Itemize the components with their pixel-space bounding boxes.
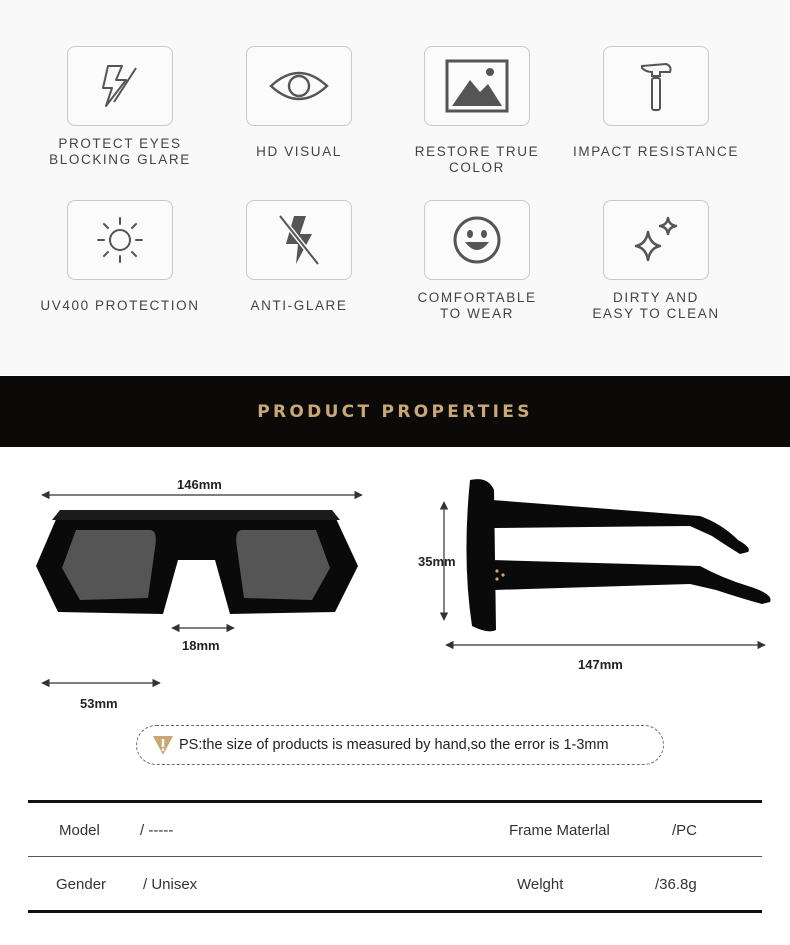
eye-icon bbox=[267, 66, 331, 106]
spec-value-model: / ----- bbox=[140, 822, 174, 839]
spec-label-weight: Welght bbox=[517, 876, 564, 893]
product-properties-banner bbox=[0, 376, 790, 447]
sun-icon bbox=[94, 214, 146, 266]
spec-label-model: Model bbox=[59, 822, 100, 839]
feature-protect-eyes bbox=[30, 46, 210, 168]
feature-icon-box bbox=[67, 200, 173, 280]
glasses-front-view bbox=[36, 510, 358, 614]
feature-icon-box bbox=[246, 46, 352, 126]
spec-label-frame-material: Frame Materlal bbox=[509, 822, 610, 839]
feature-anti-glare bbox=[209, 200, 389, 314]
spec-label-gender: Gender bbox=[56, 876, 107, 893]
features-section bbox=[0, 0, 790, 375]
feature-icon-box bbox=[424, 46, 530, 126]
feature-restore-color bbox=[387, 46, 567, 176]
feature-label: PROTECT EYES BLOCKING GLARE bbox=[49, 136, 191, 167]
hammer-icon bbox=[636, 56, 676, 116]
feature-label: DIRTY AND EASY TO CLEAN bbox=[592, 290, 720, 321]
feature-label: COMFORTABLE TO WEAR bbox=[417, 290, 537, 321]
sparkle-icon bbox=[626, 210, 686, 270]
feature-uv400 bbox=[30, 200, 210, 314]
feature-icon-box bbox=[67, 46, 173, 126]
specs-table bbox=[28, 800, 762, 913]
frame-width-label: 146mm bbox=[177, 477, 222, 492]
feature-label: ANTI-GLARE bbox=[250, 298, 348, 313]
feature-label: RESTORE TRUE COLOR bbox=[414, 144, 540, 175]
feature-comfortable bbox=[387, 200, 567, 322]
smiley-icon bbox=[451, 214, 503, 266]
feature-impact bbox=[566, 46, 746, 160]
table-row bbox=[28, 803, 762, 856]
spec-value-frame-material: /PC bbox=[672, 822, 698, 839]
bridge-width-label: 18mm bbox=[182, 638, 220, 653]
table-bottom-rule bbox=[28, 910, 762, 913]
glasses-side-view bbox=[466, 479, 770, 631]
table-row bbox=[28, 857, 762, 910]
no-lightning-icon bbox=[274, 210, 324, 270]
lens-width-label: 53mm bbox=[80, 696, 118, 711]
feature-hd-visual bbox=[209, 46, 389, 160]
feature-icon-box bbox=[246, 200, 352, 280]
temple-length-label: 147mm bbox=[578, 657, 623, 672]
lens-height-label: 35mm bbox=[418, 554, 456, 569]
warning-icon bbox=[151, 733, 175, 757]
lightning-icon bbox=[92, 58, 148, 114]
feature-icon-box bbox=[603, 200, 709, 280]
feature-label: HD VISUAL bbox=[256, 144, 342, 159]
spec-value-gender: / Unisex bbox=[143, 876, 198, 893]
feature-icon-box bbox=[603, 46, 709, 126]
feature-icon-box bbox=[424, 200, 530, 280]
image-icon bbox=[444, 58, 510, 114]
measurement-note bbox=[136, 725, 664, 765]
feature-label: UV400 PROTECTION bbox=[40, 298, 200, 313]
banner-title: PRODUCT PROPERTIES bbox=[257, 401, 533, 422]
note-text: PS:the size of products is measured by hand,so the error is 1-3mm bbox=[179, 737, 609, 753]
feature-label: IMPACT RESISTANCE bbox=[573, 144, 739, 159]
spec-value-weight: /36.8g bbox=[655, 876, 697, 893]
feature-clean bbox=[566, 200, 746, 322]
